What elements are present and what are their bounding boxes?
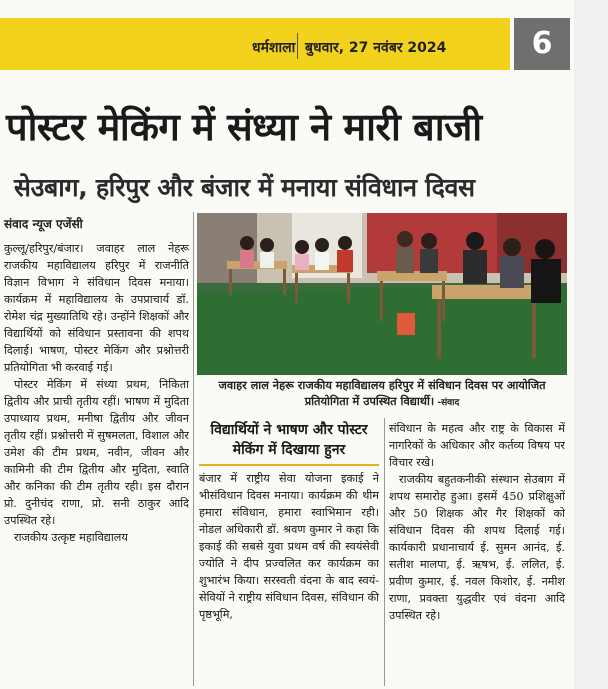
- agency-byline: संवाद न्यूज एजेंसी: [4, 217, 83, 231]
- column1-paragraph-1: कुल्लू/हरिपुर/बंजार। जवाहर लाल नेहरू राजकीय महाविद्यालय हरिपुर में राजनीति विज्ञान विभाग ने संविधान दिवस मनाया। कार्यक्रम में महाविद्यालय के उपप्राचार्य डॉ. रोमेश चंद्र मुख्यातिथि रहे। उन्होंने शिक्षकों और विद्यार्थियों को संविधान प्रस्तावना की शपथ दिलाई। भाषण, पोस्टर मेकिंग और प्रश्नोत्तरी प्रतियोगिता भी करवाई गई।: [4, 242, 189, 374]
- article-column-1: [4, 240, 189, 685]
- page-number: 6: [514, 18, 570, 70]
- headline: पोस्टर मेकिंग में संध्या ने मारी बाजी: [6, 105, 482, 149]
- column2-heading-rule: [199, 464, 379, 466]
- header-separator: [297, 33, 298, 59]
- column-rule: [193, 212, 194, 686]
- column1-paragraph-3: राजकीय उत्कृष्ट महाविद्यालय: [14, 531, 128, 544]
- column3-paragraph-2: राजकीय बहुतकनीकी संस्थान सेउबाग में शपथ समारोह हुआ। इसमें 450 प्रशिक्षुओं और 50 शिक्षक और गैर शिक्षकों को संविधान दिवस की शपथ दिलाई गई। कार्यकारी प्रधानाचार्य ई. सुमन आनंद, ई. सतीश मालपा, ई. ऋषभ, ई. ललित, ई. प्रवीण कुमार, ई. नवल किशोर, ई. नमीश राणा, प्रवक्ता युद्धवीर एवं वंदना आदि उपस्थित रहे।: [389, 473, 565, 622]
- header-date: बुधवार, 27 नवंबर 2024: [305, 40, 447, 56]
- photo-credit: -संवाद: [434, 398, 460, 408]
- page-edge: [574, 0, 608, 689]
- column3-paragraph-1: संविधान के महत्व और राष्ट्र के विकास में नागरिकों के अधिकार और कर्तव्य विषय पर विचार रखे।: [389, 422, 565, 469]
- column2-heading: विद्यार्थियों ने भाषण और पोस्टर मेकिंग में दिखाया हुनर: [210, 422, 368, 458]
- column-rule: [384, 418, 385, 686]
- article-column-2: [199, 470, 379, 685]
- column1-paragraph-2: पोस्टर मेकिंग में संध्या प्रथम, निकिता द्वितीय और प्राची तृतीय रहीं। भाषण में मुदिता उपाध्याय प्रथम, मनीषा द्वितीय और जीवन तृतीय रहीं। प्रश्नोत्तरी में सुषमलता, विशाल और उमेश की टीम प्रथम, नवीन, जीवन और कामिनी की टीम द्वितीय और मुदिता, स्वाति और कनिका की टीम तृतीय रही। इस दौरान प्रो. दुनीचंद राणा, प्रो. सनी ठाकुर आदि उपस्थित रहे।: [4, 378, 189, 527]
- classroom-photo: [197, 213, 567, 375]
- header-bar: [0, 18, 510, 70]
- subheadline: सेउबाग, हरिपुर और बंजार में मनाया संविधान दिवस: [14, 173, 475, 202]
- column2-paragraph-1: बंजार में राष्ट्रीय सेवा योजना इकाई ने भीसंविधान दिवस मनाया। कार्यक्रम की थीम हमारा संविधान, हमारा स्वाभिमान रही। नोडल अधिकारी डॉ. श्रवण कुमार ने कहा कि इकाई की सबसे युवा प्रथम वर्ष की स्वयंसेवी ज्योति ने दीप प्रज्वलित कर कार्यक्रम का शुभारंभ किया। सरस्वती वंदना के बाद स्वयं-सेवियों ने राष्ट्रीय संविधान दिवस, संविधान की पृष्ठभूमि,: [199, 472, 379, 621]
- header-city: धर्मशाला: [252, 40, 296, 56]
- photo-caption: [200, 378, 564, 411]
- photo-caption-text: जवाहर लाल नेहरू राजकीय महाविद्यालय हरिपुर में संविधान दिवस पर आयोजित प्रतियोगिता में उपस्थित विद्यार्थी।: [218, 379, 546, 408]
- article-column-3: [389, 420, 565, 685]
